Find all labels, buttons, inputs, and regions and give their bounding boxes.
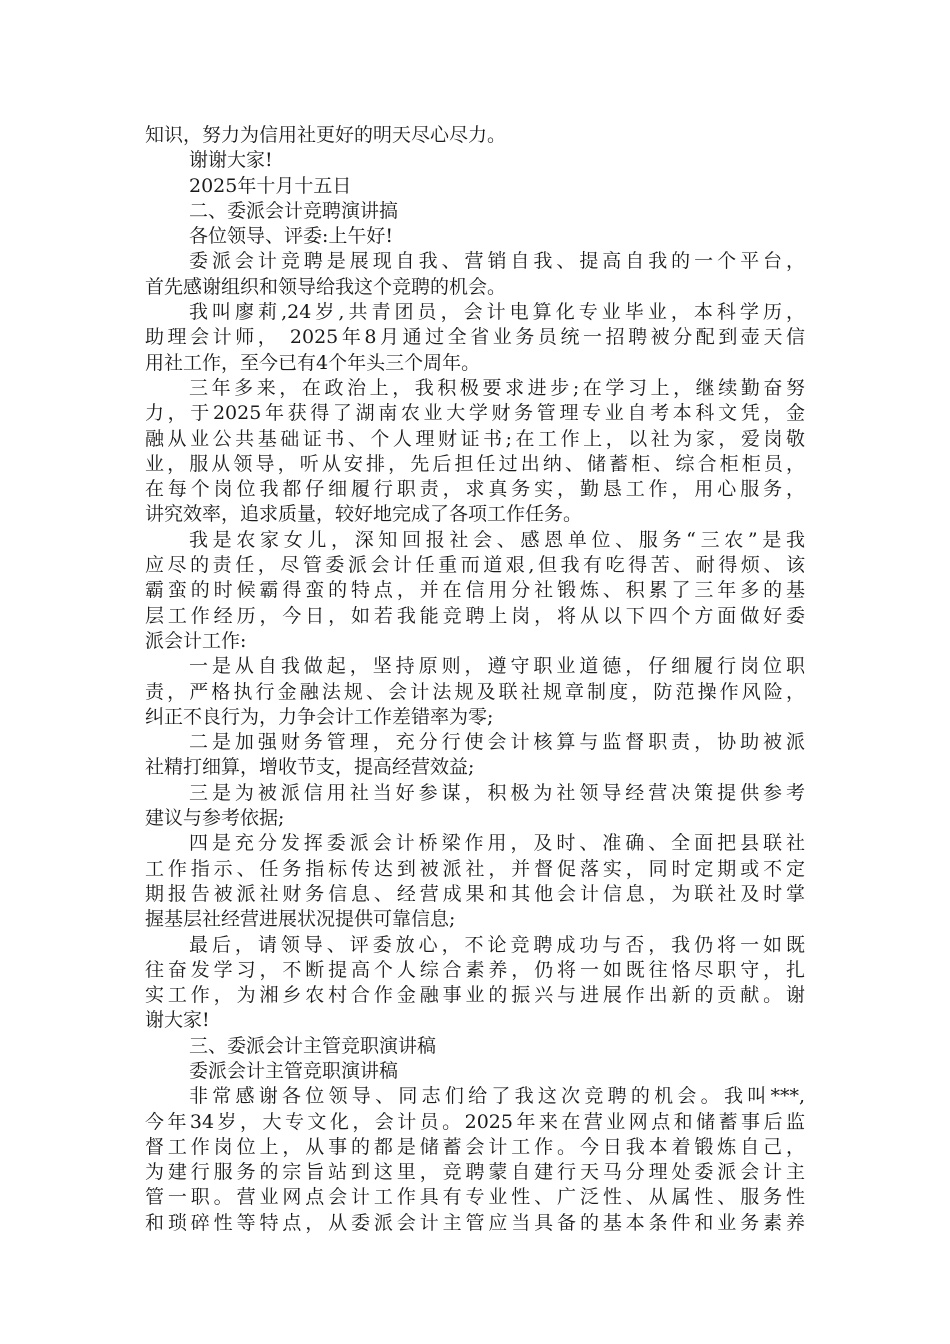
text-line: 三是为被派信用社当好参谋，积极为社领导经营决策提供参考 — [189, 781, 805, 804]
text-line: 和琐碎性等特点，从委派会计主管应当具备的基本条件和业务素养 — [145, 1211, 805, 1234]
document-body — [145, 123, 805, 1236]
text-line: 二、委派会计竞聘演讲搞 — [189, 199, 399, 222]
text-line: 委派会计主管竞职演讲稿 — [189, 1059, 399, 1082]
text-line: 派会计工作: — [145, 629, 247, 652]
text-line: 非常感谢各位领导、同志们给了我这次竞聘的机会。我叫***, — [189, 1085, 805, 1108]
text-line: 工作指示、任务指标传达到被派社，并督促落实，同时定期或不定 — [145, 857, 805, 880]
text-line: 管一职。营业网点会计工作具有专业性、广泛性、从属性、服务性 — [145, 1186, 805, 1209]
text-line: 讲究效率，追求质量，较好地完成了各项工作任务。 — [145, 503, 583, 526]
text-line: 各位领导、评委:上午好! — [189, 225, 394, 248]
text-line: 应尽的责任，尽管委派会计任重而道艰,但我有吃得苦、耐得烦、该 — [145, 554, 805, 577]
text-line: 首先感谢组织和领导给我这个竞聘的机会。 — [145, 275, 507, 298]
text-line: 实工作，为湘乡农村合作金融事业的振兴与进展作出新的贡献。谢 — [145, 984, 805, 1007]
text-line: 用社工作，至今已有4个年头三个周年。 — [145, 351, 481, 374]
text-line: 最后，请领导、评委放心，不论竞聘成功与否，我仍将一如既 — [189, 933, 805, 956]
text-line: 我叫廖莉,24岁,共青团员，会计电算化专业毕业，本科学历， — [189, 301, 805, 324]
text-line: 四是充分发挥委派会计桥梁作用，及时、准确、全面把县联社 — [189, 832, 805, 855]
text-line: 督工作岗位上，从事的都是储蓄会计工作。今日我本着锻炼自己， — [145, 1135, 805, 1158]
text-line: 知识，努力为信用社更好的明天尽心尽力。 — [145, 124, 507, 146]
text-line: 往奋发学习，不断提高个人综合素养，仍将一如既往恪尽职守，扎 — [145, 958, 805, 981]
text-line: 力，于2025年获得了湖南农业大学财务管理专业自考本科文凭，金 — [145, 402, 805, 425]
text-line: 委派会计竞聘是展现自我、营销自我、提高自我的一个平台， — [189, 250, 805, 273]
text-line: 在每个岗位我都仔细履行职责，求真务实，勤恳工作，用心服务， — [145, 478, 805, 501]
text-line: 2025年十月十五日 — [189, 174, 352, 197]
text-line: 一是从自我做起，坚持原则，遵守职业道德，仔细履行岗位职 — [189, 655, 805, 678]
text-line: 纠正不良行为，力争会计工作差错率为零; — [145, 705, 494, 728]
text-line: 层工作经历，今日，如若我能竞聘上岗，将从以下四个方面做好委 — [145, 604, 805, 627]
text-line: 助理会计师， 2025年8月通过全省业务员统一招聘被分配到壶天信 — [145, 326, 805, 349]
text-line: 三、委派会计主管竞职演讲稿 — [189, 1034, 437, 1057]
text-line: 握基层社经营进展状况提供可靠信息; — [145, 908, 456, 931]
text-line: 我是农家女儿，深知回报社会、感恩单位、服务“三农”是我 — [189, 528, 805, 551]
text-line: 今年34岁，大专文化，会计员。2025年来在营业网点和储蓄事后监 — [145, 1110, 805, 1133]
text-line: 霸蛮的时候霸得蛮的特点，并在信用分社锻炼、积累了三年多的基 — [145, 579, 805, 602]
text-line: 谢谢大家! — [189, 149, 273, 172]
text-line: 为建行服务的宗旨站到这里，竞聘蒙自建行天马分理处委派会计主 — [145, 1161, 805, 1184]
text-line: 社精打细算，增收节支，提高经营效益; — [145, 756, 475, 779]
text-line: 业，服从领导，听从安排，先后担任过出纳、储蓄柜、综合柜柜员， — [145, 452, 805, 475]
text-line: 谢大家! — [145, 1009, 210, 1032]
text-line: 二是加强财务管理，充分行使会计核算与监督职责，协助被派 — [189, 731, 805, 754]
text-line: 三年多来，在政治上，我积极要求进步;在学习上，继续勤奋努 — [189, 376, 805, 399]
text-line: 融从业公共基础证书、个人理财证书;在工作上，以社为家，爱岗敬 — [145, 427, 805, 450]
text-line: 责，严格执行金融法规、会计法规及联社规章制度，防范操作风险， — [145, 680, 805, 703]
text-line: 期报告被派社财务信息、经营成果和其他会计信息，为联社及时掌 — [145, 882, 805, 905]
text-line: 建议与参考依据; — [145, 807, 285, 830]
